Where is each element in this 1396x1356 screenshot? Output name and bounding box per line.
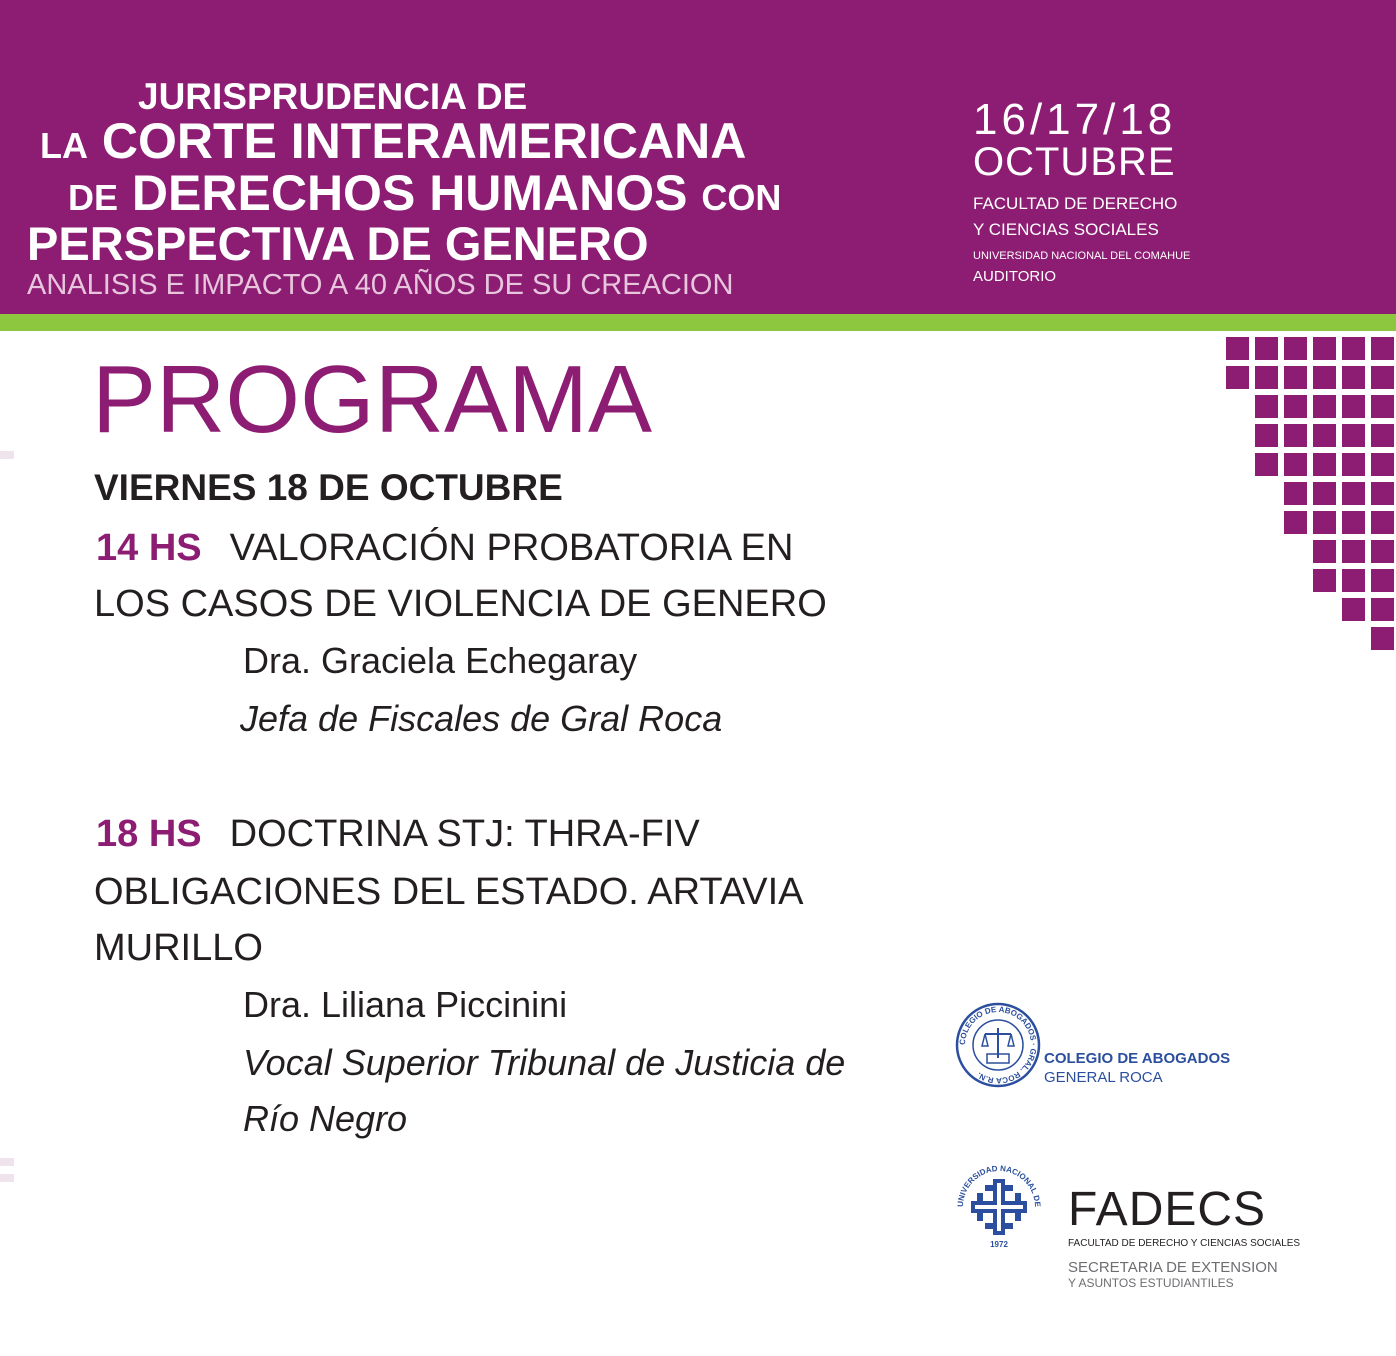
pixel-square (1342, 366, 1365, 389)
session-1-title-text: VALORACIÓN PROBATORIA EN (229, 527, 794, 569)
accent-divider (0, 314, 1396, 331)
fadecs-dept-line-1: SECRETARIA DE EXTENSION (1068, 1259, 1278, 1276)
fadecs-logo (1068, 1183, 1301, 1290)
pixel-square (1342, 424, 1365, 447)
session-2-title-line-3: MURILLO (94, 927, 263, 969)
pixel-square (1342, 337, 1365, 360)
pixel-square (1371, 540, 1394, 563)
program-heading: PROGRAMA (92, 346, 653, 453)
pixel-square (1255, 424, 1278, 447)
session-2-speaker: Dra. Liliana Piccinini (243, 984, 568, 1025)
event-month: OCTUBRE (973, 140, 1176, 184)
session-1-title-line-1 (96, 529, 793, 567)
pixel-square (1342, 482, 1365, 505)
pixel-square (1255, 366, 1278, 389)
faculty-line-2: Y CIENCIAS SOCIALES (973, 220, 1159, 239)
colegio-line-2: GENERAL ROCA (1044, 1069, 1163, 1086)
pixel-square (1284, 453, 1307, 476)
pixel-square (1342, 540, 1365, 563)
event-info (973, 95, 1191, 285)
session-2-time: 18 HS (96, 813, 202, 855)
session-1-speaker: Dra. Graciela Echegaray (243, 640, 638, 681)
pixel-square (1313, 395, 1336, 418)
event-dates: 16/17/18 (973, 95, 1177, 144)
edge-decoration (0, 451, 14, 459)
pixel-square (1371, 598, 1394, 621)
fadecs-faculty: FACULTAD DE DERECHO Y CIENCIAS SOCIALES (1068, 1238, 1301, 1249)
pixel-square (1371, 366, 1394, 389)
session-2-role-line-2: Río Negro (243, 1098, 408, 1139)
pixel-square (1284, 482, 1307, 505)
pixel-square (1342, 395, 1365, 418)
title-line-3 (68, 165, 782, 221)
pixel-square (1371, 395, 1394, 418)
title-line-4: PERSPECTIVA DE GENERO (27, 217, 649, 270)
pixel-square (1313, 569, 1336, 592)
pixel-square (1371, 511, 1394, 534)
session-2-title-line-1 (96, 815, 700, 853)
colegio-line-1: COLEGIO DE ABOGADOS (1044, 1050, 1231, 1067)
pixel-square (1342, 569, 1365, 592)
title-line-3-suffix: CON (701, 177, 782, 218)
pixel-square (1284, 337, 1307, 360)
pixel-square (1284, 511, 1307, 534)
title-line-2 (40, 113, 747, 169)
program-day: VIERNES 18 DE OCTUBRE (94, 467, 563, 508)
fadecs-name: FADECS (1068, 1183, 1267, 1236)
edge-decoration (0, 1158, 14, 1166)
title-line-2-prefix: LA (40, 125, 88, 166)
pixel-square (1284, 366, 1307, 389)
pixel-square (1342, 598, 1365, 621)
pixel-square (1313, 540, 1336, 563)
pixel-square (1371, 424, 1394, 447)
unc-seal-icon (955, 1163, 1043, 1256)
title-line-3-prefix: DE (68, 177, 119, 218)
pixel-square (1313, 511, 1336, 534)
pixel-square (1284, 395, 1307, 418)
pixel-square (1313, 482, 1336, 505)
pixel-square (1342, 453, 1365, 476)
unc-year: 1972 (990, 1240, 1008, 1249)
session-2-title-text: DOCTRINA STJ: THRA-FIV (229, 813, 700, 855)
session-1-role: Jefa de Fiscales de Gral Roca (240, 698, 723, 739)
pixel-square (1313, 424, 1336, 447)
pixel-square (1284, 424, 1307, 447)
session-2-role-line-1: Vocal Superior Tribunal de Justicia de (243, 1042, 846, 1083)
pixel-square (1313, 453, 1336, 476)
session-1-time: 14 HS (96, 527, 202, 569)
pixel-square (1371, 569, 1394, 592)
pixel-square (1313, 366, 1336, 389)
header-banner (0, 0, 1396, 314)
pixel-square (1226, 366, 1249, 389)
faculty-line-1: FACULTAD DE DERECHO (973, 194, 1178, 213)
pixel-square (1342, 511, 1365, 534)
edge-decoration (0, 1174, 14, 1182)
pixel-square (1255, 395, 1278, 418)
unc-seal-text: UNIVERSIDAD NACIONAL DE (955, 1163, 1043, 1208)
colegio-abogados-seal-icon (955, 1002, 1041, 1093)
university-name: UNIVERSIDAD NACIONAL DEL COMAHUE (973, 250, 1191, 262)
colegio-seal-text: COLEGIO DE ABOGADOS · GRAL. ROCA R.N. (957, 1004, 1039, 1086)
pixel-square (1371, 337, 1394, 360)
title-line-3-main: DERECHOS HUMANOS (131, 165, 688, 221)
pixel-square (1255, 453, 1278, 476)
pixel-square (1313, 337, 1336, 360)
pixel-square (1226, 337, 1249, 360)
subtitle: ANALISIS E IMPACTO A 40 AÑOS DE SU CREACION (27, 269, 734, 301)
colegio-abogados-label (1044, 1050, 1230, 1086)
pixel-square (1371, 627, 1394, 650)
fadecs-dept-line-2: Y ASUNTOS ESTUDIANTILES (1068, 1276, 1234, 1290)
pixel-pattern-decoration (1220, 331, 1396, 651)
session-1-title-line-2: LOS CASOS DE VIOLENCIA DE GENERO (94, 583, 827, 625)
session-2-title-line-2: OBLIGACIONES DEL ESTADO. ARTAVIA (94, 871, 804, 913)
title-line-2-main: CORTE INTERAMERICANA (101, 113, 747, 169)
pixel-square (1371, 453, 1394, 476)
venue: AUDITORIO (973, 268, 1057, 285)
pixel-square (1371, 482, 1394, 505)
pixel-square (1255, 337, 1278, 360)
title-line-1: JURISPRUDENCIA DE (138, 76, 528, 117)
